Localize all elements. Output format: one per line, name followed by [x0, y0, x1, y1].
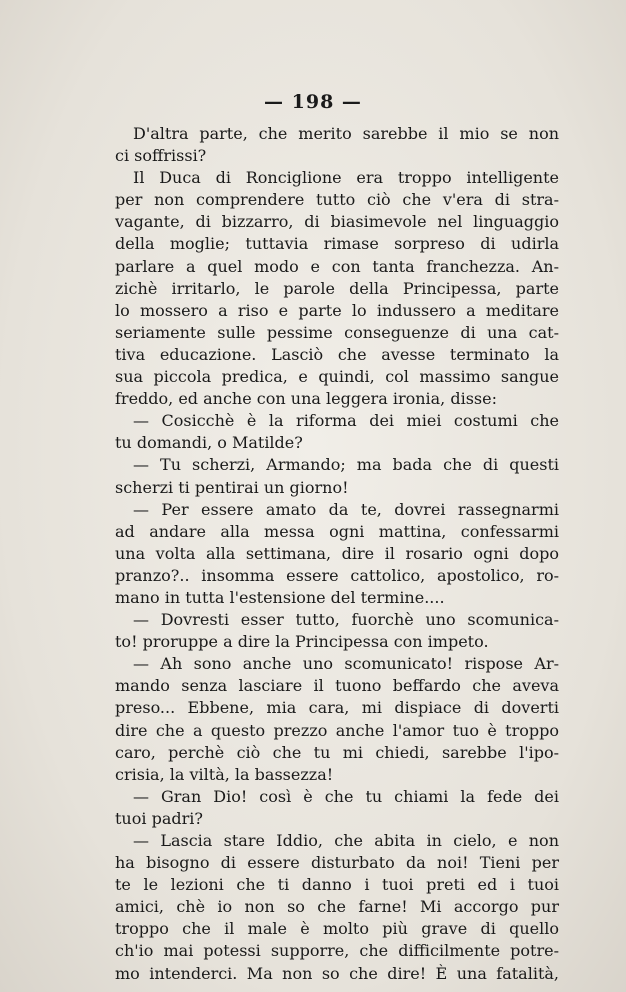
- text-line: — Cosicchè è la riforma dei miei costumi che: [133, 411, 559, 431]
- text-line: to! proruppe a dire la Principessa con impeto.: [115, 632, 489, 652]
- text-line: ha bisogno di essere disturbato da noi! Tieni per: [115, 853, 559, 873]
- text-line: sua piccola predica, e quindi, col massimo sangue: [115, 367, 559, 387]
- text-line: zichè irritarlo, le parole della Principessa, parte: [115, 278, 559, 298]
- text-line: vagante, di bizzarro, di biasimevole nel linguaggio: [115, 212, 559, 232]
- text-line: crisia, la viltà, la bassezza!: [115, 764, 334, 784]
- text-line: mano in tutta l'estensione del termine....: [115, 587, 445, 607]
- text-line: ci soffrissi?: [115, 146, 207, 166]
- page-number: — 198 —: [264, 91, 362, 113]
- text-line: D'altra parte, che merito sarebbe il mio se non: [133, 124, 559, 143]
- text-line: ad andare alla messa ogni mattina, confessarmi: [115, 521, 559, 541]
- text-line: ch'io mai potessi supporre, che difficilmente potre-: [115, 941, 559, 961]
- text-line: tu domandi, o Matilde?: [115, 433, 303, 453]
- text-line: — Tu scherzi, Armando; ma bada che di questi: [133, 455, 559, 475]
- text-line: amici, chè io non so che farne! Mi accorgo pur: [115, 897, 559, 917]
- text-line: della moglie; tuttavia rimase sorpreso di udirla: [115, 234, 559, 254]
- text-line: preso... Ebbene, mia cara, mi dispiace di doverti: [115, 698, 559, 718]
- text-line: — Dovresti esser tutto, fuorchè uno scomunica-: [133, 610, 559, 630]
- text-line: scherzi ti pentirai un giorno!: [115, 477, 349, 497]
- text-line: per non comprendere tutto ciò che v'era di stra-: [115, 190, 559, 210]
- text-line: — Lascia stare Iddio, che abita in cielo, e non: [133, 831, 559, 850]
- text-line: — Ah sono anche uno scomunicato! rispose Ar-: [133, 654, 559, 674]
- text-line: caro, perchè ciò che tu mi chiedi, sarebbe l'ipo-: [115, 742, 559, 762]
- text-line: Il Duca di Ronciglione era troppo intelligente: [133, 168, 559, 188]
- text-line: parlare a quel modo e con tanta franchezza. An-: [115, 256, 559, 276]
- text-line: — Gran Dio! così è che tu chiami la fede dei: [133, 786, 559, 806]
- text-line: troppo che il male è molto più grave di quello: [115, 919, 559, 939]
- text-line: dire che a questo prezzo anche l'amor tuo è troppo: [115, 720, 559, 740]
- text-line: mo intenderci. Ma non so che dire! È una fatalità,: [115, 963, 559, 983]
- text-line: te le lezioni che ti danno i tuoi preti ed i tuoi: [115, 875, 559, 895]
- text-line: tuoi padri?: [115, 808, 203, 828]
- body-text: [115, 123, 559, 985]
- text-line: lo mossero a riso e parte lo indussero a meditare: [115, 300, 559, 320]
- text-line: — Per essere amato da te, dovrei rassegnarmi: [133, 499, 559, 519]
- text-line: pranzo?.. insomma essere cattolico, apostolico, ro-: [115, 565, 559, 585]
- text-line: mando senza lasciare il tuono beffardo che aveva: [115, 676, 559, 696]
- text-line: tiva educazione. Lasciò che avesse terminato la: [115, 344, 559, 364]
- text-line: seriamente sulle pessime conseguenze di una cat-: [115, 322, 559, 342]
- text-line: una volta alla settimana, dire il rosario ogni dopo: [115, 543, 559, 563]
- text-line: freddo, ed anche con una leggera ironia, disse:: [115, 389, 497, 409]
